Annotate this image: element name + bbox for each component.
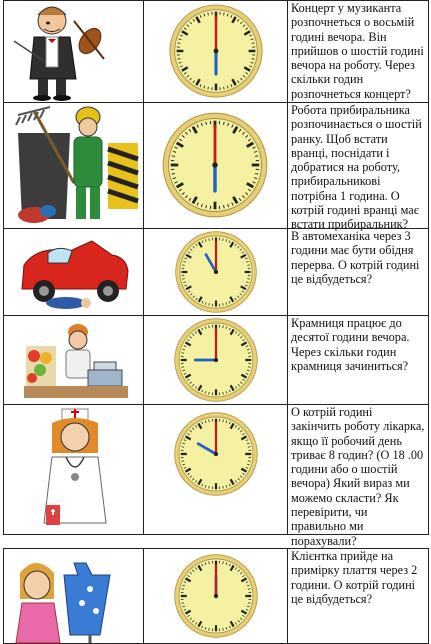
minute-tick (252, 59, 255, 60)
minute-tick (223, 486, 224, 489)
clock-cell (144, 405, 287, 534)
minute-tick (248, 447, 251, 448)
minute-tick (223, 420, 224, 423)
minute-tick (208, 87, 209, 90)
clock-face-icon (174, 230, 258, 314)
minute-tick (206, 122, 207, 125)
task-text: Крамниця працює до десятої години вечора. Через скільки годин крамниця зачиниться? (288, 316, 428, 373)
minute-tick (182, 279, 184, 280)
task-row-cleaner (4, 103, 429, 229)
minute-tick (182, 589, 185, 590)
task-text: Концерт у музиканта розпочнеться о восьмій годині вечора. Він прийшов о шостій годині вечора на роботу. Через скільки годин розпочнеться концерт? (288, 1, 428, 101)
minute-tick (209, 420, 210, 423)
minute-tick (209, 326, 210, 329)
clock-cell (144, 229, 287, 315)
minute-tick (224, 13, 225, 16)
clock-face-icon (168, 3, 264, 99)
minute-tick (255, 156, 258, 157)
task-row-shop (4, 316, 429, 405)
illustration-cell (4, 1, 143, 102)
minute-tick (182, 461, 185, 462)
minute-tick (208, 13, 209, 16)
clock-cell (144, 549, 287, 643)
minute-tick (223, 628, 224, 631)
minute-tick (223, 238, 224, 240)
clock-cell (144, 1, 287, 102)
minute-tick (248, 589, 251, 590)
clock-face-icon (161, 111, 269, 219)
minute-tick (247, 265, 249, 266)
clock-center (214, 270, 218, 274)
clock-center (214, 452, 218, 456)
clock-center (214, 49, 219, 54)
minute-tick (248, 603, 251, 604)
minute-tick (178, 43, 181, 44)
minute-tick (209, 486, 210, 489)
minute-tick (209, 238, 210, 240)
doctor-woman-illustration (4, 405, 143, 534)
minute-tick (252, 43, 255, 44)
minute-tick (248, 353, 251, 354)
task-row-mechanic (4, 229, 429, 316)
clock-face-icon (173, 553, 259, 639)
minute-tick (248, 461, 251, 462)
minute-tick (223, 326, 224, 329)
minute-tick (178, 59, 181, 60)
minute-tick (182, 367, 185, 368)
minute-tick (248, 367, 251, 368)
minute-tick (209, 303, 210, 305)
minute-tick (224, 205, 225, 208)
mechanic-under-red-car-illustration (4, 229, 143, 315)
clock-center (214, 358, 218, 362)
minute-tick (223, 303, 224, 305)
shop-seller-with-scales-illustration (4, 316, 143, 404)
minute-tick (224, 87, 225, 90)
clock-face-icon (173, 317, 259, 403)
street-cleaner-with-rake-illustration (4, 103, 143, 228)
minute-tick (182, 353, 185, 354)
clock-cell (144, 103, 287, 228)
minute-tick (209, 562, 210, 565)
illustration-cell (4, 316, 143, 404)
minute-tick (223, 392, 224, 395)
minute-tick (182, 447, 185, 448)
minute-tick (209, 392, 210, 395)
task-row-client (4, 549, 429, 644)
minute-tick (247, 279, 249, 280)
clock-center (212, 162, 217, 167)
minute-tick (182, 603, 185, 604)
clock-cell (144, 316, 287, 404)
worksheet-table-bottom (3, 548, 429, 644)
musician-with-violin-illustration (4, 1, 143, 102)
minute-tick (206, 205, 207, 208)
illustration-cell (4, 229, 143, 315)
minute-tick (209, 628, 210, 631)
task-row-musician (4, 1, 429, 103)
worksheet-table-top (3, 0, 429, 535)
illustration-cell (4, 549, 143, 643)
minute-tick (172, 156, 175, 157)
clock-center (214, 594, 218, 598)
task-row-doctor (4, 405, 429, 535)
minute-tick (182, 265, 184, 266)
illustration-cell (4, 405, 143, 534)
minute-tick (255, 174, 258, 175)
task-text: Клієнтка прийде на примірку плаття через 2 години. О котрій годині це відбудеться? (288, 549, 428, 606)
task-text: Робота прибиральника розпочинається о шостій ранку. Щоб встати вранці, поснідати і добратися на роботу, прибиральникові потрібна 1 година. О котрій годині вранці має встати прибиральник? (288, 103, 428, 232)
task-text: О котрій годині закінчить роботу лікарка, якщо її робочий день триває 8 годин? (О 18 .00 години або о шостій вечора) Який вираз ми можемо скласти? Як перевірити, чи правильно ми порахували? (288, 405, 428, 548)
task-text: В автомеханіка через 3 години має бути обідня перерва. О котрій годині це відбудеться? (288, 229, 428, 286)
seamstress-with-dress-illustration (4, 549, 143, 643)
minute-tick (172, 174, 175, 175)
minute-tick (223, 562, 224, 565)
illustration-cell (4, 103, 143, 228)
clock-face-icon (173, 411, 259, 497)
minute-tick (224, 122, 225, 125)
